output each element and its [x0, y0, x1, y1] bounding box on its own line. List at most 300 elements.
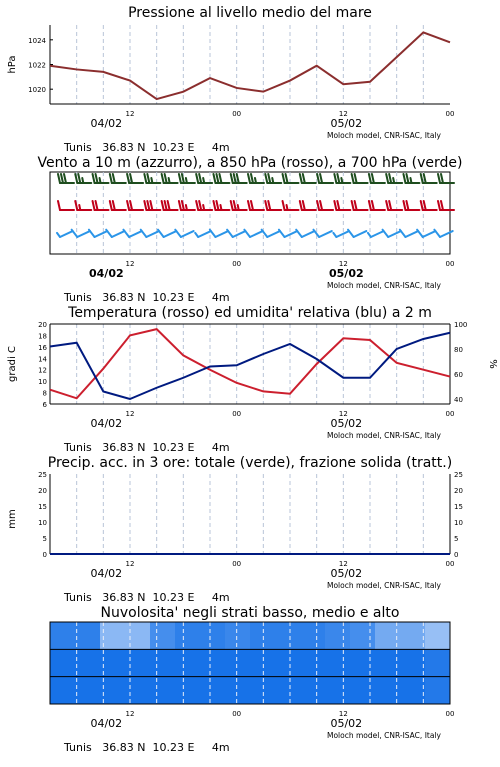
- cloud-cell: [75, 622, 101, 649]
- cloud-cell: [325, 622, 351, 649]
- wind-barb-stroke: [388, 231, 401, 237]
- wind-barb: [57, 227, 73, 238]
- wind-barb-stroke: [354, 231, 367, 237]
- wind-barb-stroke: [317, 201, 319, 210]
- wind-barb: [75, 201, 91, 210]
- wind-barb-stroke: [333, 232, 336, 237]
- wind-barb-shape: [283, 174, 299, 183]
- wind-barb: [110, 174, 126, 183]
- location-elev: 4m: [211, 291, 230, 304]
- wind-barb-stroke: [272, 178, 273, 183]
- pressure-line: [50, 32, 450, 99]
- wind-barb-stroke: [320, 174, 322, 183]
- location-name: Tunis: [64, 441, 92, 454]
- wind-barb-stroke: [238, 205, 239, 210]
- wind-barb-stroke: [441, 174, 443, 183]
- x-tick-label: 12: [125, 260, 135, 268]
- wind-barb-stroke: [96, 174, 98, 183]
- wind-barb-stroke: [213, 201, 215, 210]
- wind-barb-stroke: [369, 174, 371, 183]
- wind-barb-shape: [248, 201, 264, 210]
- wind-barb-shape: [158, 223, 176, 238]
- y-tick-label: 10: [38, 378, 47, 387]
- wind-barb-stroke: [355, 174, 357, 183]
- wind-barb-shape: [58, 174, 74, 183]
- wind-barb-stroke: [158, 229, 164, 238]
- cloud-cell: [350, 622, 376, 649]
- wind-barb-stroke: [337, 174, 339, 183]
- wind-barb-shape: [386, 174, 402, 183]
- wind-frame: [50, 172, 450, 254]
- wind-barb-stroke: [151, 178, 152, 183]
- location-elev: 4m: [211, 141, 230, 154]
- date-label: 04/02: [89, 267, 124, 280]
- y-tick-label: 5: [42, 535, 47, 543]
- wind-barb-stroke: [352, 174, 354, 183]
- wind-barb: [386, 201, 402, 210]
- wind-barb: [348, 223, 366, 238]
- wind-barb-shape: [162, 174, 178, 183]
- wind-barb-stroke: [216, 201, 218, 210]
- cloud-cell: [250, 677, 276, 704]
- wind-barb-stroke: [441, 201, 443, 210]
- wind-barb-shape: [369, 201, 385, 210]
- wind-barb-stroke: [285, 231, 298, 237]
- wind-barb-shape: [175, 223, 193, 238]
- wind-barb: [127, 201, 143, 210]
- date-label: 04/02: [90, 717, 123, 730]
- wind-barb-stroke: [389, 201, 391, 210]
- wind-barb-stroke: [93, 201, 95, 210]
- wind-barb: [58, 201, 74, 210]
- wind-barb-shape: [296, 223, 314, 238]
- location-name: Tunis: [64, 291, 92, 304]
- location-name: Tunis: [64, 141, 92, 154]
- wind-barb-stroke: [127, 201, 129, 210]
- cloud-cell: [300, 649, 326, 676]
- wind-barb-shape: [403, 174, 419, 183]
- wind-barb-stroke: [244, 229, 250, 238]
- y-axis-label: hPa: [7, 55, 18, 74]
- wind-barb-stroke: [203, 178, 204, 183]
- cloud-cell: [75, 649, 101, 676]
- wind-barb-stroke: [334, 201, 336, 210]
- cloud-cell: [300, 677, 326, 704]
- cloud-cell: [250, 649, 276, 676]
- y-tick-label: 15: [38, 503, 47, 511]
- wind-barb-shape: [417, 223, 435, 238]
- wind-barb: [175, 223, 193, 238]
- cloud-cell: [175, 622, 201, 649]
- y-tick-label: 18: [38, 332, 47, 341]
- date-label: 05/02: [329, 267, 364, 280]
- wind-barb: [403, 174, 419, 183]
- x-tick-label: 00: [232, 260, 242, 268]
- wind-barb-stroke: [215, 231, 228, 237]
- wind-barb: [248, 174, 264, 183]
- wind-barb: [248, 201, 264, 210]
- wind-barb-stroke: [434, 229, 440, 238]
- wind-barb: [334, 174, 350, 183]
- pressure-chart: [0, 0, 500, 145]
- wind-barb-stroke: [93, 174, 95, 183]
- y-right-tick-label: 5: [454, 535, 459, 543]
- wind-barb-stroke: [250, 231, 263, 237]
- y-axis-label: gradi C: [7, 346, 18, 382]
- wind-barb-stroke: [302, 231, 315, 237]
- wind-barb-stroke: [424, 174, 426, 183]
- wind-barb: [438, 201, 454, 210]
- wind-barb-stroke: [89, 229, 95, 238]
- wind-barb: [296, 223, 314, 238]
- wind-barb-stroke: [368, 232, 371, 237]
- wind-barb-shape: [110, 174, 126, 183]
- wind-barb-stroke: [371, 231, 384, 237]
- location-elev: 4m: [211, 441, 230, 454]
- wind-barb-shape: [231, 201, 247, 210]
- wind-barb-stroke: [79, 205, 80, 210]
- y-right-tick-label: 25: [454, 471, 463, 479]
- wind-barb-stroke: [393, 178, 394, 183]
- wind-barb-shape: [317, 201, 333, 210]
- wind-barb-stroke: [175, 229, 181, 238]
- wind-barb: [244, 223, 262, 238]
- wind-barb-stroke: [283, 174, 285, 183]
- wind-barb-shape: [110, 201, 126, 210]
- wind-barb-shape: [58, 201, 74, 210]
- date-label: 05/02: [330, 117, 363, 130]
- y-tick-label: 10: [38, 519, 47, 527]
- y-tick-label: 6: [42, 401, 47, 409]
- humidity-line: [50, 333, 450, 399]
- wind-barb-stroke: [169, 178, 170, 183]
- wind-barb: [231, 201, 247, 210]
- location-lat: 36.83 N: [102, 441, 146, 454]
- wind-barb-stroke: [61, 174, 63, 183]
- wind-barb-shape: [75, 174, 91, 183]
- credit-text: Moloch model, CNR-ISAC, Italy: [327, 281, 441, 290]
- wind-barb-stroke: [267, 231, 280, 237]
- wind-barb-stroke: [337, 201, 339, 210]
- wind-barb-stroke: [386, 174, 388, 183]
- wind-barb-stroke: [58, 201, 60, 210]
- wind-barb-stroke: [320, 201, 322, 210]
- wind-barb-stroke: [406, 201, 408, 210]
- wind-barb-stroke: [78, 174, 80, 183]
- wind-barb: [127, 174, 143, 183]
- wind-barb-shape: [334, 201, 350, 210]
- cloud-footer: [50, 728, 230, 767]
- cloud-cell: [125, 622, 151, 649]
- wind-barb-stroke: [372, 201, 374, 210]
- wind-barb: [400, 223, 418, 238]
- wind-barb-stroke: [406, 174, 408, 183]
- wind-barb-stroke: [423, 231, 436, 237]
- wind-barb-stroke: [296, 229, 302, 238]
- wind-barb-shape: [162, 201, 178, 210]
- wind-barb-stroke: [389, 174, 391, 183]
- wind-barb-shape: [195, 227, 211, 238]
- wind-barb-stroke: [403, 174, 405, 183]
- y-tick-label: 16: [38, 343, 47, 352]
- wind-barb: [162, 201, 178, 210]
- y-right-axis-label: %: [487, 359, 498, 369]
- wind-barb-stroke: [219, 174, 221, 183]
- wind-barb-stroke: [303, 174, 305, 183]
- wind-barb: [386, 174, 402, 183]
- cloud-cell: [50, 649, 76, 676]
- y-tick-label: 0: [42, 551, 47, 559]
- wind-barb: [123, 223, 141, 238]
- credit-text: Moloch model, CNR-ISAC, Italy: [327, 131, 441, 140]
- wind-barb-shape: [348, 223, 366, 238]
- wind-barb: [352, 174, 368, 183]
- location-elev: 4m: [211, 591, 230, 604]
- wind-barb: [89, 223, 107, 238]
- y-tick-label: 20: [38, 321, 47, 329]
- wind-barb-stroke: [181, 231, 194, 237]
- wind-barb-stroke: [400, 229, 406, 238]
- wind-barb-stroke: [248, 201, 250, 210]
- wind-barb: [262, 223, 280, 238]
- wind-barb-shape: [244, 223, 262, 238]
- wind-barb-stroke: [96, 201, 98, 210]
- cloud-cell: [200, 622, 226, 649]
- x-tick-label: 12: [338, 710, 348, 718]
- temperature-title: Temperatura (rosso) ed umidita' relativa (blu) a 2 m: [68, 305, 432, 321]
- wind-barb-stroke: [179, 201, 181, 210]
- wind-barb-stroke: [199, 201, 201, 210]
- y-right-tick-label: 40: [454, 396, 463, 404]
- cloud-title: Nuvolosita' negli strati basso, medio e alto: [100, 605, 400, 621]
- wind-barb-shape: [231, 174, 247, 183]
- wind-barb-stroke: [386, 201, 388, 210]
- x-tick-label: 12: [338, 260, 348, 268]
- wind-barb-shape: [438, 174, 454, 183]
- location-lat: 36.83 N: [102, 291, 146, 304]
- wind-barb: [93, 174, 109, 183]
- wind-barb-stroke: [227, 229, 233, 238]
- y-tick-label: 25: [38, 471, 47, 479]
- location-lon: 10.23 E: [152, 291, 195, 304]
- location-name: Tunis: [64, 591, 92, 604]
- location-elev: 4m: [211, 741, 230, 754]
- wind-barb: [300, 201, 316, 210]
- x-tick-label: 00: [445, 560, 455, 568]
- wind-barb: [72, 223, 90, 238]
- wind-barb-stroke: [286, 174, 288, 183]
- wind-barb-shape: [369, 174, 385, 183]
- wind-barb-stroke: [265, 201, 267, 210]
- wind-barb-stroke: [195, 232, 198, 237]
- temperature-line: [50, 329, 450, 398]
- credit-text: Moloch model, CNR-ISAC, Italy: [327, 431, 441, 440]
- location-lon: 10.23 E: [152, 591, 195, 604]
- wind-barb-shape: [265, 201, 281, 210]
- wind-barb-stroke: [186, 205, 187, 210]
- cloud-cell: [400, 677, 426, 704]
- location-lon: 10.23 E: [152, 741, 195, 754]
- y-tick-label: 8: [42, 389, 47, 398]
- x-tick-label: 00: [232, 110, 242, 118]
- cloud-cell: [200, 677, 226, 704]
- wind-barb: [333, 227, 349, 238]
- wind-barb-shape: [352, 201, 368, 210]
- wind-barb-shape: [265, 174, 281, 183]
- temperature-chart: [0, 300, 500, 445]
- wind-barb-stroke: [234, 201, 236, 210]
- wind-barb-stroke: [231, 201, 233, 210]
- wind-barb: [93, 201, 109, 210]
- wind-barb-shape: [421, 201, 437, 210]
- cloud-cell: [225, 677, 251, 704]
- x-tick-label: 00: [445, 110, 455, 118]
- cloud-cell: [125, 677, 151, 704]
- wind-barb: [334, 201, 350, 210]
- wind-barb-stroke: [198, 231, 211, 237]
- date-label: 05/02: [330, 717, 363, 730]
- cloud-cell: [250, 622, 276, 649]
- wind-barb-stroke: [168, 201, 170, 210]
- wind-barb-shape: [383, 223, 401, 238]
- precipitation-title: Precip. acc. in 3 ore: totale (verde), frazione solida (tratt.): [47, 455, 453, 471]
- wind-barb: [438, 174, 454, 183]
- wind-barb: [158, 223, 176, 238]
- x-tick-label: 00: [445, 710, 455, 718]
- cloud-cell: [75, 677, 101, 704]
- x-tick-label: 12: [125, 710, 135, 718]
- wind-barb: [162, 174, 178, 183]
- wind-barb: [213, 201, 229, 210]
- wind-barb-stroke: [421, 174, 423, 183]
- wind-barb-stroke: [319, 231, 332, 237]
- cloud-cell: [350, 677, 376, 704]
- wind-barb-stroke: [348, 229, 354, 238]
- wind-barb-stroke: [251, 174, 253, 183]
- wind-barb: [144, 201, 160, 210]
- location-lat: 36.83 N: [102, 741, 146, 754]
- wind-barb: [283, 201, 299, 210]
- wind-barb: [403, 201, 419, 210]
- wind-barb-shape: [106, 223, 124, 238]
- wind-barb-shape: [421, 174, 437, 183]
- wind-barb: [421, 174, 437, 183]
- wind-barb: [417, 223, 435, 238]
- location-lat: 36.83 N: [102, 591, 146, 604]
- wind-barb-stroke: [372, 174, 374, 183]
- wind-barb-stroke: [262, 229, 268, 238]
- cloud-cell: [225, 622, 251, 649]
- wind-barb-stroke: [58, 174, 60, 183]
- location-lon: 10.23 E: [152, 141, 195, 154]
- x-tick-label: 00: [232, 560, 242, 568]
- cloud-cell: [425, 677, 451, 704]
- wind-barb-shape: [283, 201, 299, 210]
- x-tick-label: 12: [338, 410, 348, 418]
- wind-barb: [421, 201, 437, 210]
- wind-barb-shape: [210, 223, 228, 238]
- wind-barb: [210, 223, 228, 238]
- wind-barb-stroke: [303, 201, 305, 210]
- y-tick-label: 14: [38, 355, 47, 364]
- pressure-title: Pressione al livello medio del mare: [128, 5, 372, 21]
- wind-barb-shape: [262, 223, 280, 238]
- wind-chart: [0, 150, 500, 295]
- y-right-tick-label: 15: [454, 503, 463, 511]
- wind-barb-stroke: [179, 174, 181, 183]
- x-tick-label: 00: [445, 260, 455, 268]
- date-label: 04/02: [90, 417, 123, 430]
- y-tick-label: 1022: [28, 61, 46, 70]
- wind-barb-stroke: [213, 174, 215, 183]
- wind-barb-shape: [93, 174, 109, 183]
- wind-barb: [231, 174, 247, 183]
- wind-barb-stroke: [251, 201, 253, 210]
- wind-barb: [265, 174, 281, 183]
- wind-barb-stroke: [127, 174, 129, 183]
- cloud-cell: [150, 677, 176, 704]
- wind-barb-stroke: [113, 174, 115, 183]
- wind-panel: [0, 150, 500, 304]
- y-right-tick-label: 10: [454, 519, 463, 527]
- wind-barb-stroke: [438, 174, 440, 183]
- wind-barb-stroke: [199, 174, 201, 183]
- x-tick-label: 12: [125, 560, 135, 568]
- wind-barb-stroke: [405, 231, 418, 237]
- wind-barb: [110, 201, 126, 210]
- wind-barb-stroke: [77, 231, 90, 237]
- cloud-cell: [425, 649, 451, 676]
- wind-barb: [213, 174, 229, 183]
- cloud-cell: [350, 649, 376, 676]
- wind-barb-stroke: [255, 178, 256, 183]
- location-lat: 36.83 N: [102, 141, 146, 154]
- wind-barb: [352, 201, 368, 210]
- cloud-cell: [150, 622, 176, 649]
- cloud-cell: [200, 649, 226, 676]
- cloud-panel: [0, 600, 500, 754]
- cloud-cell: [275, 649, 301, 676]
- pressure-panel: [0, 0, 500, 154]
- date-label: 05/02: [330, 567, 363, 580]
- wind-barb-stroke: [110, 174, 112, 183]
- wind-barb-stroke: [123, 229, 129, 238]
- wind-barb-shape: [438, 201, 454, 210]
- wind-barb-shape: [213, 174, 229, 183]
- wind-barb-shape: [127, 174, 143, 183]
- wind-barb-stroke: [162, 174, 164, 183]
- cloud-cell: [275, 622, 301, 649]
- x-tick-label: 12: [125, 410, 135, 418]
- wind-barb-stroke: [147, 174, 149, 183]
- wind-barb-stroke: [410, 178, 411, 183]
- wind-barb-shape: [144, 201, 160, 210]
- wind-barb-stroke: [203, 205, 204, 210]
- wind-barb-shape: [179, 201, 195, 210]
- wind-barb-stroke: [141, 229, 147, 238]
- wind-barb-stroke: [216, 174, 218, 183]
- wind-barb-stroke: [112, 231, 125, 237]
- wind-barb-shape: [279, 223, 297, 238]
- wind-barb: [58, 174, 74, 183]
- wind-barb-stroke: [440, 231, 453, 237]
- wind-barb-stroke: [196, 174, 198, 183]
- wind-barb-shape: [352, 174, 368, 183]
- wind-barb-shape: [334, 174, 350, 183]
- credit-text: Moloch model, CNR-ISAC, Italy: [327, 731, 441, 740]
- wind-barb-shape: [123, 223, 141, 238]
- wind-barb-stroke: [113, 201, 115, 210]
